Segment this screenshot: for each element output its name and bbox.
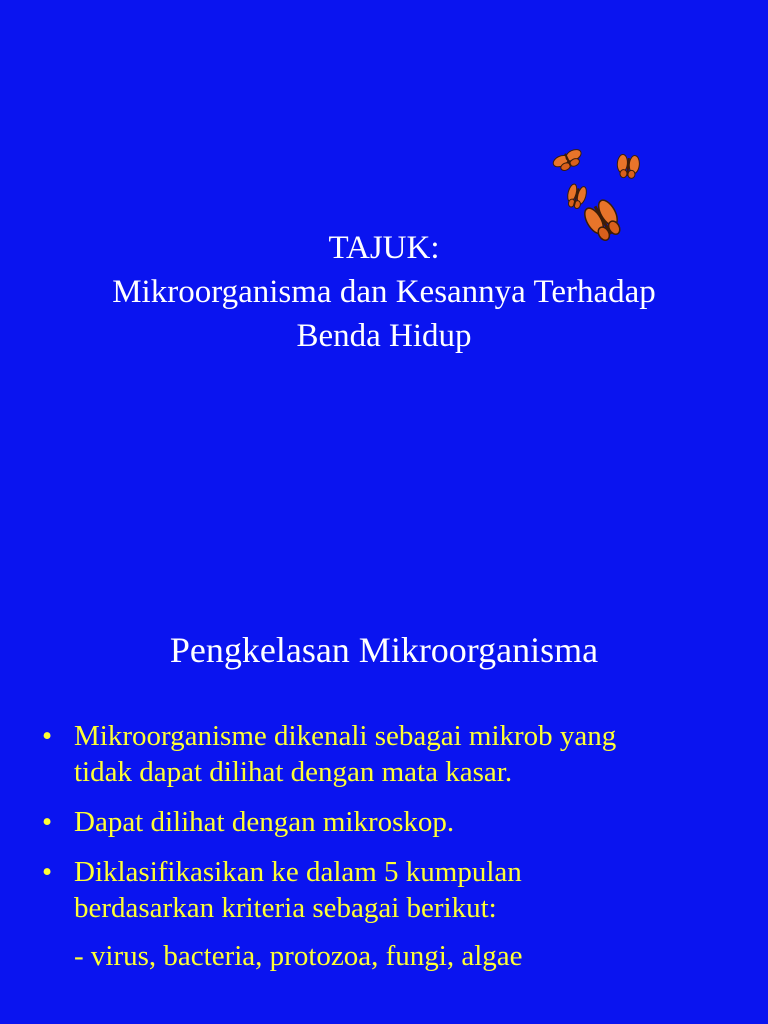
- title-line: TAJUK:: [328, 230, 440, 266]
- bullet-icon: •: [42, 720, 53, 752]
- sub-item-text: - virus, bacteria, protozoa, fungi, algae: [74, 940, 523, 972]
- list-item: [0, 854, 768, 926]
- bullet-list: [0, 718, 768, 974]
- bullet-text: berdasarkan kriteria sebagai berikut:: [74, 892, 497, 924]
- list-item: [0, 804, 768, 840]
- list-item: [0, 718, 768, 790]
- bullet-text: Diklasifikasikan ke dalam 5 kumpulan: [74, 856, 522, 888]
- bullet-text: tidak dapat dilihat dengan mata kasar.: [74, 756, 513, 788]
- title-line: Mikroorganisma dan Kesannya Terhadap: [112, 274, 656, 310]
- bullet-icon: •: [42, 806, 53, 838]
- butterfly-icon: [565, 183, 588, 210]
- slide-heading: Pengkelasan Mikroorganisma: [169, 630, 599, 670]
- bullet-icon: •: [42, 856, 53, 888]
- butterfly-icon: [616, 154, 640, 179]
- butterfly-icon: [551, 147, 585, 174]
- bullet-text: Mikroorganisme dikenali sebagai mikrob yang: [74, 720, 617, 752]
- title-line: Benda Hidup: [296, 318, 472, 354]
- slide-classification: [0, 600, 768, 1024]
- bullet-text: Dapat dilihat dengan mikroskop.: [74, 806, 455, 838]
- slide-title-text: [0, 226, 768, 358]
